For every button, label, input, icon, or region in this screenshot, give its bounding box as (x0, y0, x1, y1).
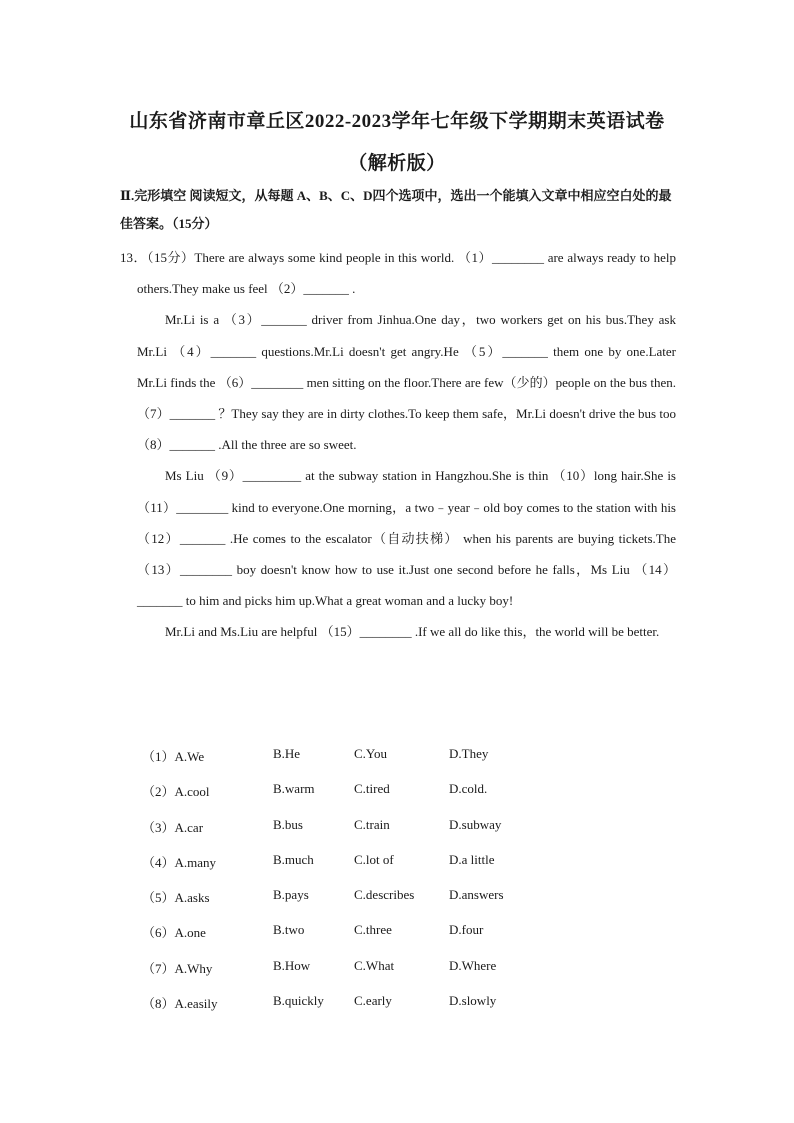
option-d: D.slowly (449, 993, 497, 1009)
option-row (142, 993, 562, 1028)
option-d: D.Where (449, 957, 497, 973)
page-subtitle: （解析版） (348, 153, 446, 174)
option-d: D.subway (449, 816, 502, 832)
option-c: C.You (354, 746, 388, 761)
option-c: C.lot of (354, 851, 394, 867)
option-a-text: A.asks (174, 890, 210, 906)
option-row (142, 817, 562, 852)
option-a-text: A.car (174, 819, 204, 835)
option-row (142, 746, 562, 781)
option-row (142, 958, 562, 993)
option-c: C.describes (354, 887, 415, 903)
option-c: C.tired (354, 781, 390, 797)
option-b: B.warm (273, 781, 315, 797)
option-number: （4） (142, 854, 175, 870)
option-b: B.quickly (273, 993, 324, 1009)
option-a-text: A.cool (174, 784, 210, 800)
option-d: D.four (449, 922, 484, 938)
option-number: （5） (142, 890, 175, 906)
answer-options (142, 746, 562, 1028)
option-a-text: A.Why (174, 960, 213, 976)
option-number: （1） (142, 749, 175, 764)
option-c: C.train (354, 816, 390, 832)
option-a-text: A.many (174, 854, 217, 870)
section-heading: Ⅱ.完形填空 阅读短文，从每题 A、B、C、D四个选项中，选出一个能填入文章中相应空白处的最佳答案。（15分） (120, 188, 672, 231)
option-b: B.two (273, 922, 305, 938)
option-b: B.How (273, 957, 311, 973)
option-a (142, 781, 210, 800)
passage-paragraph-4: Mr.Li and Ms.Liu are helpful （15）________ .If we all do like this，the world will be better. (165, 624, 660, 640)
option-d: D.answers (449, 887, 504, 903)
option-d: D.a little (449, 851, 495, 867)
option-number: （2） (142, 784, 175, 800)
option-row (142, 852, 562, 887)
option-b: B.bus (273, 816, 303, 832)
option-a-text: A.easily (174, 996, 218, 1012)
option-row (142, 781, 562, 816)
option-d: D.They (449, 746, 489, 761)
option-a (142, 852, 216, 871)
option-a (142, 887, 210, 906)
passage-paragraph-3: Ms Liu （9）_________ at the subway station in Hangzhou.She is thin （10）long hair.She is （11）________ kind to everyone.One morning，a two﹣year﹣old boy comes to the station with his （12）_______ .He comes to the escalator（自动扶梯） when his parents are buying tickets.The （13）________ boy doesn't know how to use it.Just one second before he falls，Ms Liu （14）_______ to him and picks him up.What a great woman and a lucky boy! (137, 468, 676, 609)
option-a (142, 993, 217, 1012)
option-number: （8） (142, 996, 175, 1012)
passage-paragraph-2: Mr.Li is a （3）_______ driver from Jinhua.One day，two workers get on his bus.They ask Mr.Li （4）_______ questions.Mr.Li doesn't get angry.He （5）_______ them one by one.Later Mr.Li finds the （6）________ men sitting on the floor.There are few（少的）people on the bus then.（7）_______ ？They say they are in dirty clothes.To keep them safe，Mr.Li doesn't drive the bus too （8）_______ .All the three are so sweet. (137, 312, 676, 453)
question-passage (120, 242, 676, 648)
passage-paragraph-1: 13．（15分）There are always some kind people in this world. （1）________ are always ready to help others.They make us feel （2）_______ . (120, 250, 676, 297)
option-number: （6） (142, 925, 175, 941)
option-c: C.three (354, 922, 392, 938)
option-number: （7） (142, 960, 175, 976)
option-row (142, 887, 562, 922)
option-a (142, 958, 212, 977)
option-b: B.pays (273, 887, 309, 903)
option-b: B.He (273, 746, 301, 761)
option-a-text: A.We (174, 749, 205, 764)
option-a (142, 817, 203, 836)
option-a-text: A.one (174, 925, 206, 941)
option-number: （3） (142, 819, 175, 835)
option-c: C.early (354, 993, 392, 1009)
option-a (142, 746, 204, 765)
option-b: B.much (273, 851, 314, 867)
option-c: C.What (354, 957, 395, 973)
option-a (142, 922, 206, 941)
option-d: D.cold. (449, 781, 488, 797)
option-row (142, 922, 562, 957)
page-title: 山东省济南市章丘区2022-2023学年七年级下学期期末英语试卷 (129, 111, 665, 132)
